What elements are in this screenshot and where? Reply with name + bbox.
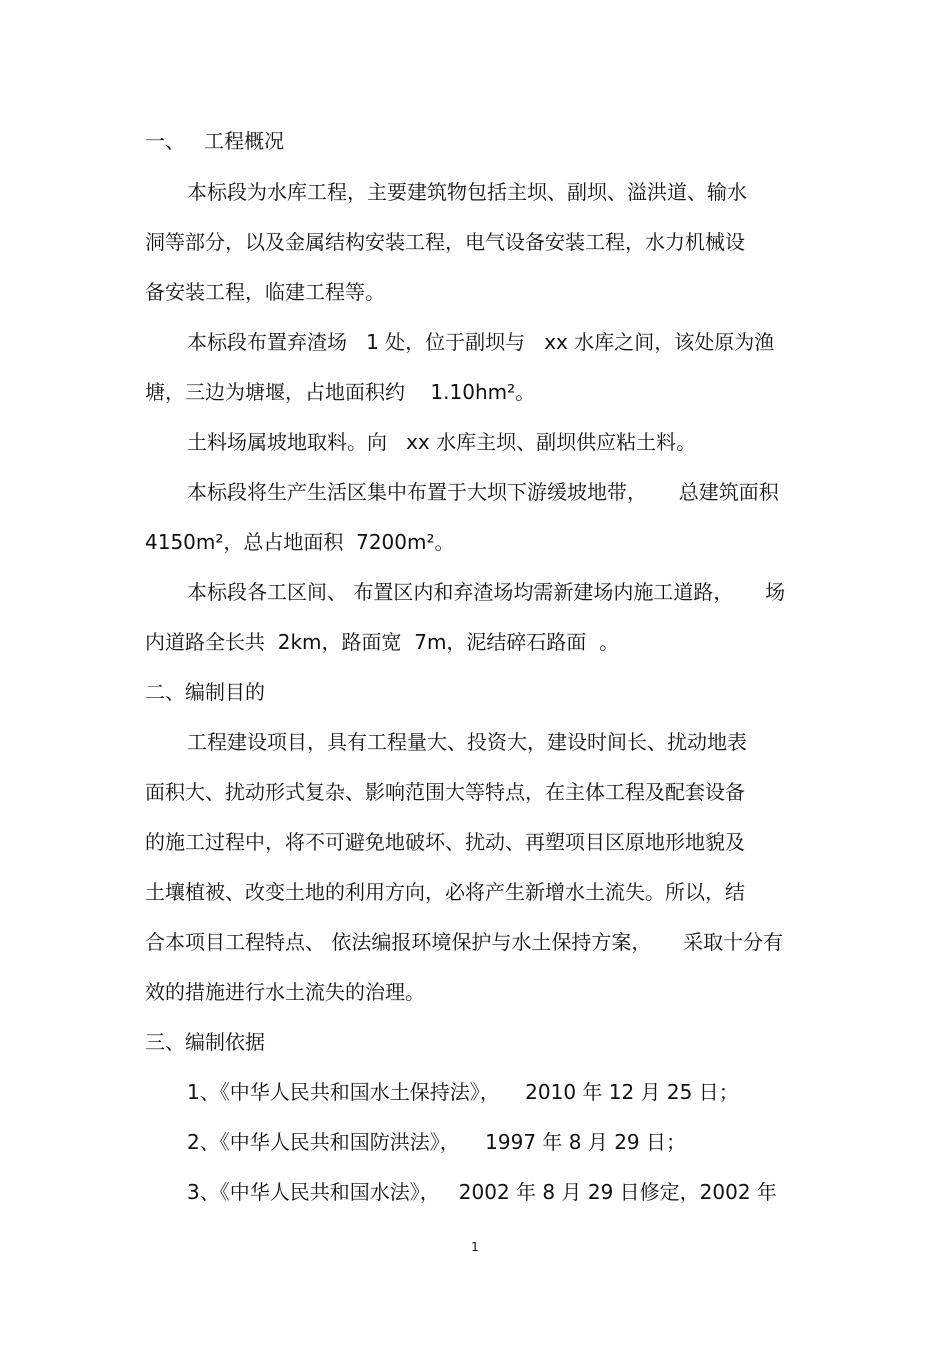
list-item: 2、《中华人民共和国防洪法》， 1997 年 8 月 29 日； (187, 1130, 687, 1154)
list-item: 1、《中华人民共和国水土保持法》， 2010 年 12 月 25 日； (187, 1080, 739, 1104)
paragraph-line: 本标段为水库工程，主要建筑物包括主坝、副坝、溢洪道、输水 (187, 180, 747, 204)
paragraph-line: 效的措施进行水土流失的治理。 (145, 980, 425, 1004)
section-heading-project-overview: 一、 工程概况 (145, 129, 285, 153)
paragraph-line: 土壤植被、改变土地的利用方向，必将产生新增水土流失。所以，结 (145, 880, 745, 904)
paragraph-line: 塘，三边为塘堰，占地面积约 1.10hm²。 (145, 380, 536, 404)
paragraph-line: 4150m²，总占地面积 7200m²。 (145, 530, 455, 554)
paragraph-line: 面积大、扰动形式复杂、影响范围大等特点，在主体工程及配套设备 (145, 780, 745, 804)
paragraph-line: 工程建设项目，具有工程量大、投资大，建设时间长、扰动地表 (187, 730, 747, 754)
section-heading-basis: 三、编制依据 (145, 1030, 265, 1054)
paragraph-line: 本标段将生产生活区集中布置于大坝下游缓坡地带， 总建筑面积 (187, 480, 779, 504)
paragraph-line: 的施工过程中，将不可避免地破坏、扰动、再塑项目区原地形地貌及 (145, 830, 745, 854)
paragraph-line: 备安装工程，临建工程等。 (145, 280, 385, 304)
paragraph-line: 土料场属坡地取料。向 xx 水库主坝、副坝供应粘土料。 (187, 430, 697, 454)
list-item: 3、《中华人民共和国水法》， 2002 年 8 月 29 日修定，2002 年 (187, 1180, 777, 1204)
section-heading-purpose: 二、编制目的 (145, 680, 265, 704)
paragraph-line: 本标段各工区间、 布置区内和弃渣场均需新建场内施工道路， 场 (187, 580, 786, 604)
paragraph-line: 本标段布置弃渣场 1 处，位于副坝与 xx 水库之间，该处原为渔 (187, 330, 775, 354)
paragraph-line: 内道路全长共 2km，路面宽 7m，泥结碎石路面 。 (145, 630, 620, 654)
page-number: 1 (471, 1240, 479, 1254)
paragraph-line: 洞等部分，以及金属结构安装工程，电气设备安装工程，水力机械设 (145, 230, 745, 254)
paragraph-line: 合本项目工程特点、 依法编报环境保护与水土保持方案， 采取十分有 (145, 930, 784, 954)
